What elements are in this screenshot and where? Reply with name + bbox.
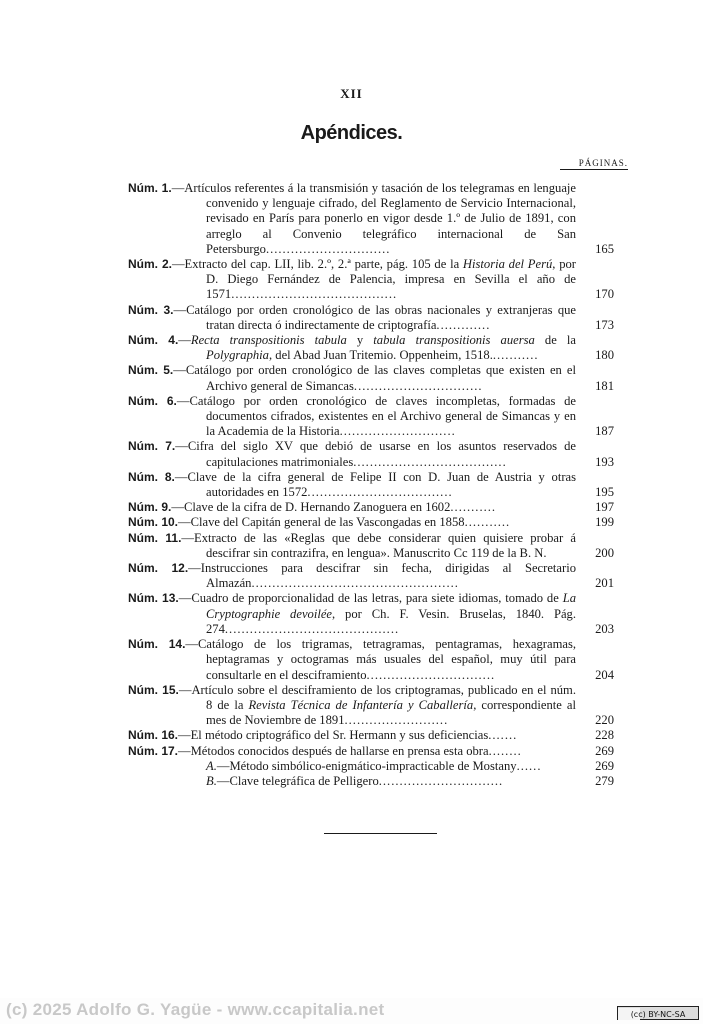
entry-text	[128, 591, 577, 637]
entry-segment: Revista Técnica de Infantería y Caballería	[248, 697, 474, 712]
entry-number: Núm. 11.	[128, 530, 182, 545]
list-item	[128, 181, 614, 257]
entry-segment: —Extracto del cap. LII, lib. 2.º, 2.ª parte, pág. 105 de la	[171, 257, 463, 272]
list-item	[128, 683, 614, 729]
entry-text	[128, 181, 576, 257]
list-item	[128, 515, 614, 530]
entry-text	[128, 682, 576, 729]
list-item	[128, 500, 614, 515]
entry-text	[206, 774, 576, 789]
entry-number: Núm. 2.	[128, 257, 172, 272]
license-text: (cc) BY-NC-SA	[630, 1010, 686, 1019]
list-item	[128, 439, 614, 469]
dot-leader: ...........	[450, 500, 497, 515]
list-item	[128, 561, 614, 591]
table-of-contents	[128, 181, 614, 789]
entry-segment: , correspondiente al mes de Noviembre de 1891	[206, 697, 576, 728]
list-item	[128, 744, 614, 759]
entry-number: Núm. 15.	[128, 682, 179, 697]
entry-text	[128, 530, 576, 561]
entry-number: Núm. 6.	[128, 393, 177, 408]
entry-segment: —Clave telegráfica de Pelligero	[216, 773, 379, 788]
dot-leader: .....................................	[353, 454, 507, 469]
dot-leader: ...........	[492, 348, 539, 363]
entry-segment: La Cryptographie devoilée	[206, 591, 577, 621]
list-item	[128, 759, 614, 774]
list-item	[128, 531, 614, 561]
dot-leader: .........................	[344, 713, 449, 728]
dot-leader: ........................................	[231, 287, 398, 302]
sub-entry-letter: B.	[206, 773, 217, 788]
page-reference: 187	[595, 424, 614, 439]
entry-text	[128, 515, 576, 530]
list-item	[128, 257, 614, 303]
page-reference: 269	[595, 743, 614, 758]
page-title: Apéndices.	[300, 122, 403, 144]
copyright-watermark: (c) 2025 Adolfo G. Yagüe - www.ccapitalia.net	[6, 1000, 385, 1019]
entry-segment: —Clave de la cifra de D. Hernando Zanoguera en 1602	[171, 500, 451, 515]
pages-column-header: PÁGINAS.	[560, 158, 628, 170]
entry-number: Núm. 17.	[128, 743, 179, 758]
list-item	[128, 637, 614, 683]
entry-segment: —Extracto de las «Reglas que debe considerar quien quisiere probar á descifrar sin contrazifra, en lengua». Manuscrito Cc 119 de la B. N.	[181, 530, 576, 560]
entry-text	[206, 759, 576, 774]
list-item	[128, 591, 614, 637]
footer-bar	[0, 998, 703, 1024]
entry-number: Núm. 13.	[128, 591, 179, 606]
list-item	[128, 303, 614, 333]
list-item	[128, 728, 614, 743]
entry-segment: —El método criptográfico del Sr. Hermann y sus deficiencias	[178, 728, 489, 743]
page-reference: 199	[595, 515, 614, 530]
page-reference: 180	[595, 348, 614, 363]
entry-text	[128, 469, 576, 500]
list-item	[128, 363, 614, 393]
page-reference: 269	[595, 758, 614, 773]
dot-leader: ...................................	[307, 485, 453, 500]
page-reference: 201	[595, 576, 614, 591]
entry-segment: —Clave de la cifra general de Felipe II con D. Juan de Austria y otras autoridades en 1572	[174, 469, 576, 500]
entry-segment: , por D. Diego Fernández de Palencia, impresa en Sevilla el año de 1571	[206, 257, 576, 302]
page-reference: 204	[595, 667, 614, 682]
page-reference: 195	[595, 485, 614, 500]
entry-segment: —Artículo sobre el desciframiento de los criptogramas, publicado en el núm. 8 de la	[178, 682, 576, 712]
license-badge	[617, 1006, 699, 1020]
entry-number: Núm. 12.	[128, 561, 189, 576]
entry-segment: tabula transpositionis auersa	[373, 333, 535, 348]
page-reference: 165	[595, 241, 614, 256]
entry-text	[128, 393, 577, 440]
entry-segment: , del Abad Juan Tritemio. Oppenheim, 1518.	[268, 348, 493, 363]
entry-text	[128, 637, 576, 683]
entry-segment: —Artículos referentes á la transmisión y tasación de los telegramas en lenguaje convenido y lenguaje cifrado, del Reglamento de Servicio Internacional, revisado en París para ponerlo en vigor desde 1.º de Julio de 1891, con arreglo al Convenio telegráfico internacional de San Petersburgo	[171, 181, 576, 256]
entry-number: Núm. 8.	[128, 469, 175, 484]
dot-leader: ..........................................	[224, 621, 400, 636]
dot-leader: .......	[488, 728, 518, 743]
entry-number: Núm. 5.	[128, 363, 174, 378]
entry-segment: Recta transpositionis tabula	[190, 333, 347, 348]
page-reference: 181	[595, 378, 614, 393]
dot-leader: ...............................	[366, 667, 496, 682]
entry-number: Núm. 7.	[128, 439, 176, 454]
entry-segment: —Catálogo por orden cronológico de las claves completas que existen en el Archivo general de Simancas	[173, 363, 577, 393]
entry-segment: —Cuadro de proporcionalidad de las letras, para siete idiomas, tomado de	[178, 591, 563, 606]
entry-segment: Polygraphia	[206, 348, 269, 363]
entry-text	[128, 439, 576, 469]
page-reference: 220	[595, 713, 614, 728]
dot-leader: ...........	[464, 515, 511, 530]
section-divider	[324, 833, 437, 834]
entry-text	[128, 333, 577, 363]
entry-number: Núm. 10.	[128, 515, 179, 530]
entry-number: Núm. 3.	[128, 302, 174, 317]
dot-leader: ...............................	[353, 378, 483, 393]
entry-text	[128, 257, 576, 303]
page-reference: 197	[595, 500, 614, 515]
entry-segment: —Instrucciones para descifrar sin fecha, dirigidas al Secretario Almazán	[188, 561, 577, 591]
entry-segment: —	[178, 333, 191, 348]
entry-text	[128, 363, 577, 393]
entry-segment: , por Ch. F. Vesin. Bruselas, 1840. Pág. 274	[206, 606, 577, 636]
dot-leader: ..............................	[378, 773, 504, 788]
entry-segment: —Catálogo por orden cronológico de las obras nacionales y extranjeras que tratan directa ó indirectamente de criptografía	[173, 302, 577, 332]
entry-text	[128, 743, 576, 759]
page-reference: 173	[595, 317, 614, 332]
cc-license-icon	[618, 1008, 698, 1020]
page-reference: 200	[595, 545, 614, 560]
entry-number: Núm. 9.	[128, 500, 172, 515]
entry-segment: Historia del Perú	[462, 257, 553, 272]
entry-segment: de la	[534, 333, 577, 348]
entry-number: Núm. 16.	[128, 728, 179, 743]
dot-leader: .............	[436, 317, 491, 332]
entry-number: Núm. 4.	[128, 333, 179, 348]
entry-segment: —Catálogo de los trigramas, tetragramas, pentagramas, hexagramas, heptagramas y octogramas más usuales del español, muy útil para consultarle en el desciframiento	[185, 637, 576, 682]
dot-leader: ............................	[339, 424, 456, 439]
entry-number: Núm. 1.	[128, 181, 172, 195]
entry-segment: y	[346, 333, 374, 348]
list-item	[128, 470, 614, 500]
entry-number: Núm. 14.	[128, 637, 186, 652]
list-item	[128, 394, 614, 440]
page-reference: 279	[595, 773, 614, 788]
entry-segment: —Catálogo por orden cronológico de claves incompletas, formadas de documentos cifrados, existentes en el Archivo general de Simancas y en la Academia de la Historia	[176, 393, 577, 439]
page-reference: 228	[595, 728, 614, 743]
list-item	[128, 333, 614, 363]
dot-leader: ..............................	[265, 241, 391, 256]
dot-leader: ..................................................	[251, 576, 459, 591]
entry-text	[128, 561, 577, 591]
page-reference: 193	[595, 454, 614, 469]
page-number: XII	[340, 86, 363, 101]
entry-segment: —Cifra del siglo XV que debió de usarse en los asuntos reservados de capitulaciones matrimoniales	[175, 439, 576, 469]
dot-leader: ........	[488, 743, 522, 758]
entry-text	[128, 728, 576, 743]
entry-segment: —Método simbólico-enigmático-impracticable de Mostany	[216, 758, 517, 773]
entry-segment: —Clave del Capitán general de las Vascongadas en 1858	[178, 515, 465, 530]
entry-text	[128, 302, 577, 333]
entry-segment: —Métodos conocidos después de hallarse en prensa esta obra	[178, 743, 489, 758]
list-item	[128, 774, 614, 789]
dot-leader: ......	[516, 758, 542, 773]
entry-text	[128, 500, 576, 515]
sub-entry-letter: A.	[206, 758, 217, 773]
page-reference: 203	[595, 621, 614, 636]
page-reference: 170	[595, 287, 614, 302]
